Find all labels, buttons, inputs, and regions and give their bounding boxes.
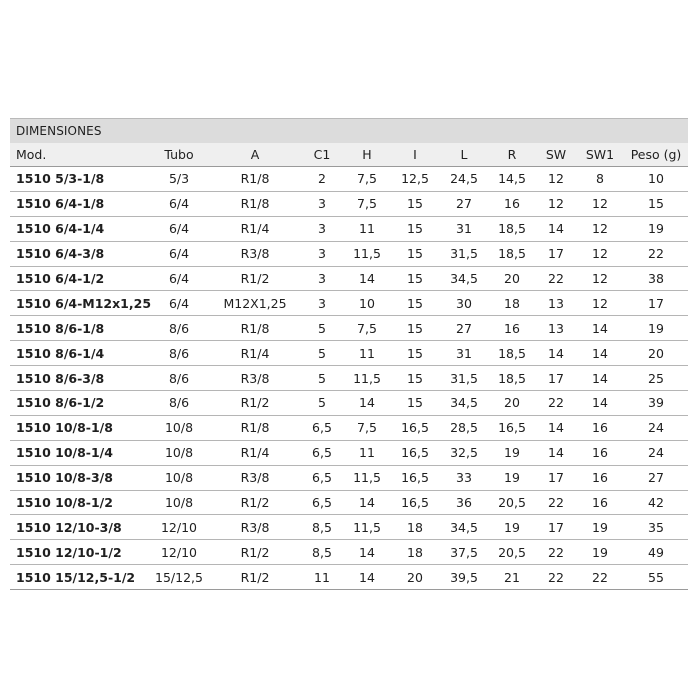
table-row — [10, 490, 688, 515]
table-row — [10, 291, 688, 316]
table-cell: 14 — [344, 565, 390, 590]
table-header-row — [10, 143, 688, 167]
table-cell: 14 — [536, 341, 576, 366]
table-cell: 11,5 — [344, 241, 390, 266]
table-cell: 15 — [390, 241, 440, 266]
table-cell: 14 — [536, 440, 576, 465]
table-cell: 24 — [624, 415, 688, 440]
table-cell: 22 — [536, 391, 576, 416]
table-cell: 42 — [624, 490, 688, 515]
model-cell: 1510 6/4-1/8 — [10, 191, 148, 216]
table-cell: 3 — [300, 216, 344, 241]
table-cell: 49 — [624, 540, 688, 565]
table-cell: 15 — [390, 191, 440, 216]
table-cell: 20 — [488, 391, 536, 416]
table-cell: 22 — [536, 266, 576, 291]
table-cell: R1/8 — [210, 316, 300, 341]
table-body — [10, 167, 688, 590]
table-cell: 2 — [300, 167, 344, 192]
table-cell: 17 — [536, 241, 576, 266]
table-cell: 5/3 — [148, 167, 210, 192]
table-cell: 10/8 — [148, 440, 210, 465]
table-row — [10, 216, 688, 241]
table-cell: 12/10 — [148, 540, 210, 565]
column-header: SW — [536, 143, 576, 167]
table-cell: M12X1,25 — [210, 291, 300, 316]
table-cell: 6/4 — [148, 266, 210, 291]
table-cell: 38 — [624, 266, 688, 291]
table-row — [10, 366, 688, 391]
table-cell: 15/12,5 — [148, 565, 210, 590]
table-cell: 15 — [390, 391, 440, 416]
table-cell: 14 — [344, 490, 390, 515]
table-cell: 16 — [576, 415, 624, 440]
table-cell: 39,5 — [440, 565, 488, 590]
table-cell: 34,5 — [440, 515, 488, 540]
table-row — [10, 167, 688, 192]
table-cell: 18 — [390, 540, 440, 565]
table-cell: 35 — [624, 515, 688, 540]
table-row — [10, 341, 688, 366]
table-cell: 55 — [624, 565, 688, 590]
table-cell: 10/8 — [148, 490, 210, 515]
table-cell: 15 — [390, 316, 440, 341]
table-cell: 11 — [300, 565, 344, 590]
table-cell: 16 — [576, 465, 624, 490]
table-cell: 37,5 — [440, 540, 488, 565]
table-cell: 12 — [576, 241, 624, 266]
table-cell: R1/2 — [210, 565, 300, 590]
table-cell: 6/4 — [148, 241, 210, 266]
table-cell: 32,5 — [440, 440, 488, 465]
table-cell: R1/4 — [210, 440, 300, 465]
table-cell: R1/4 — [210, 216, 300, 241]
column-header: I — [390, 143, 440, 167]
dimensions-table-panel — [10, 118, 688, 590]
table-cell: 7,5 — [344, 316, 390, 341]
table-cell: 10/8 — [148, 415, 210, 440]
table-row — [10, 391, 688, 416]
table-row — [10, 515, 688, 540]
table-cell: 36 — [440, 490, 488, 515]
model-cell: 1510 6/4-3/8 — [10, 241, 148, 266]
column-header: Tubo — [148, 143, 210, 167]
table-cell: R1/8 — [210, 191, 300, 216]
column-header: Mod. — [10, 143, 148, 167]
table-cell: 16,5 — [488, 415, 536, 440]
table-cell: 27 — [440, 316, 488, 341]
table-cell: 6/4 — [148, 191, 210, 216]
model-cell: 1510 10/8-1/8 — [10, 415, 148, 440]
table-cell: 6/4 — [148, 291, 210, 316]
table-row — [10, 440, 688, 465]
table-cell: 8/6 — [148, 391, 210, 416]
table-cell: 13 — [536, 316, 576, 341]
table-cell: 12,5 — [390, 167, 440, 192]
table-cell: 24 — [624, 440, 688, 465]
table-cell: 6,5 — [300, 440, 344, 465]
table-row — [10, 241, 688, 266]
table-cell: 7,5 — [344, 167, 390, 192]
column-header: C1 — [300, 143, 344, 167]
table-cell: 33 — [440, 465, 488, 490]
table-cell: 11,5 — [344, 515, 390, 540]
table-cell: 14 — [576, 391, 624, 416]
table-cell: 16 — [576, 440, 624, 465]
table-cell: 11 — [344, 341, 390, 366]
table-cell: 3 — [300, 241, 344, 266]
model-cell: 1510 10/8-1/2 — [10, 490, 148, 515]
table-cell: R3/8 — [210, 241, 300, 266]
table-cell: 16 — [576, 490, 624, 515]
table-cell: 18 — [488, 291, 536, 316]
table-cell: 20,5 — [488, 540, 536, 565]
table-cell: 19 — [488, 440, 536, 465]
table-cell: 16 — [488, 191, 536, 216]
table-cell: 8,5 — [300, 515, 344, 540]
column-header: Peso (g) — [624, 143, 688, 167]
table-cell: 3 — [300, 191, 344, 216]
table-cell: 15 — [390, 266, 440, 291]
table-cell: 17 — [536, 366, 576, 391]
table-cell: 16,5 — [390, 415, 440, 440]
table-cell: 39 — [624, 391, 688, 416]
table-cell: 30 — [440, 291, 488, 316]
table-cell: 14 — [344, 391, 390, 416]
table-row — [10, 565, 688, 590]
model-cell: 1510 6/4-1/4 — [10, 216, 148, 241]
table-cell: 19 — [488, 515, 536, 540]
model-cell: 1510 8/6-1/8 — [10, 316, 148, 341]
table-cell: 6/4 — [148, 216, 210, 241]
table-cell: 12 — [536, 191, 576, 216]
table-cell: R3/8 — [210, 465, 300, 490]
column-header: SW1 — [576, 143, 624, 167]
table-cell: 6,5 — [300, 490, 344, 515]
table-cell: R3/8 — [210, 515, 300, 540]
model-cell: 1510 15/12,5-1/2 — [10, 565, 148, 590]
table-cell: 18,5 — [488, 366, 536, 391]
column-header: A — [210, 143, 300, 167]
table-cell: 12 — [576, 291, 624, 316]
table-cell: 11,5 — [344, 366, 390, 391]
dimensions-table — [10, 143, 688, 590]
table-cell: 12 — [576, 191, 624, 216]
column-header: R — [488, 143, 536, 167]
table-cell: 31,5 — [440, 241, 488, 266]
table-cell: 31 — [440, 341, 488, 366]
table-cell: 8 — [576, 167, 624, 192]
table-cell: 16 — [488, 316, 536, 341]
table-cell: R1/2 — [210, 540, 300, 565]
table-cell: 21 — [488, 565, 536, 590]
table-cell: 18,5 — [488, 341, 536, 366]
table-cell: 11,5 — [344, 465, 390, 490]
table-cell: 19 — [624, 316, 688, 341]
table-cell: 20 — [624, 341, 688, 366]
table-cell: R1/2 — [210, 490, 300, 515]
table-cell: 7,5 — [344, 191, 390, 216]
model-cell: 1510 10/8-3/8 — [10, 465, 148, 490]
table-cell: 17 — [536, 515, 576, 540]
table-cell: 5 — [300, 316, 344, 341]
table-cell: 28,5 — [440, 415, 488, 440]
table-cell: 10 — [344, 291, 390, 316]
table-cell: 15 — [390, 216, 440, 241]
table-cell: 17 — [536, 465, 576, 490]
table-cell: 10 — [624, 167, 688, 192]
table-cell: 27 — [624, 465, 688, 490]
table-cell: 14,5 — [488, 167, 536, 192]
model-cell: 1510 10/8-1/4 — [10, 440, 148, 465]
table-row — [10, 415, 688, 440]
table-cell: 20 — [390, 565, 440, 590]
model-cell: 1510 12/10-3/8 — [10, 515, 148, 540]
table-cell: 5 — [300, 341, 344, 366]
table-cell: 20 — [488, 266, 536, 291]
table-cell: R1/8 — [210, 167, 300, 192]
table-cell: 34,5 — [440, 391, 488, 416]
model-cell: 1510 6/4-1/2 — [10, 266, 148, 291]
table-cell: 5 — [300, 366, 344, 391]
table-cell: 12/10 — [148, 515, 210, 540]
table-cell: 19 — [624, 216, 688, 241]
table-cell: 6,5 — [300, 465, 344, 490]
table-cell: 16,5 — [390, 465, 440, 490]
table-cell: 14 — [344, 540, 390, 565]
table-cell: 19 — [576, 540, 624, 565]
table-cell: 14 — [576, 341, 624, 366]
table-cell: 22 — [536, 490, 576, 515]
table-cell: 12 — [576, 216, 624, 241]
model-cell: 1510 8/6-1/4 — [10, 341, 148, 366]
table-cell: 14 — [536, 415, 576, 440]
table-cell: 8,5 — [300, 540, 344, 565]
model-cell: 1510 8/6-1/2 — [10, 391, 148, 416]
table-cell: 17 — [624, 291, 688, 316]
table-cell: 22 — [576, 565, 624, 590]
table-cell: 18,5 — [488, 216, 536, 241]
table-cell: 12 — [576, 266, 624, 291]
table-row — [10, 316, 688, 341]
table-cell: 11 — [344, 216, 390, 241]
column-header: H — [344, 143, 390, 167]
table-cell: 10/8 — [148, 465, 210, 490]
model-cell: 1510 12/10-1/2 — [10, 540, 148, 565]
table-cell: 15 — [624, 191, 688, 216]
table-cell: 31 — [440, 216, 488, 241]
table-cell: 8/6 — [148, 366, 210, 391]
table-cell: 6,5 — [300, 415, 344, 440]
table-cell: 19 — [488, 465, 536, 490]
table-cell: 11 — [344, 440, 390, 465]
table-cell: 15 — [390, 291, 440, 316]
table-cell: 15 — [390, 341, 440, 366]
table-cell: 31,5 — [440, 366, 488, 391]
table-cell: 14 — [576, 366, 624, 391]
table-cell: 3 — [300, 291, 344, 316]
table-cell: 16,5 — [390, 490, 440, 515]
table-cell: 22 — [536, 540, 576, 565]
table-cell: 14 — [576, 316, 624, 341]
table-cell: 27 — [440, 191, 488, 216]
section-title: DIMENSIONES — [10, 118, 688, 143]
table-cell: 18,5 — [488, 241, 536, 266]
table-row — [10, 465, 688, 490]
table-cell: R1/2 — [210, 266, 300, 291]
model-cell: 1510 8/6-3/8 — [10, 366, 148, 391]
table-row — [10, 540, 688, 565]
table-cell: 8/6 — [148, 341, 210, 366]
table-row — [10, 191, 688, 216]
table-cell: R3/8 — [210, 366, 300, 391]
table-cell: 18 — [390, 515, 440, 540]
table-cell: 14 — [344, 266, 390, 291]
table-cell: 7,5 — [344, 415, 390, 440]
table-cell: 5 — [300, 391, 344, 416]
table-cell: 22 — [624, 241, 688, 266]
table-cell: 16,5 — [390, 440, 440, 465]
table-cell: 34,5 — [440, 266, 488, 291]
table-cell: 20,5 — [488, 490, 536, 515]
table-cell: 8/6 — [148, 316, 210, 341]
table-cell: 3 — [300, 266, 344, 291]
table-cell: 25 — [624, 366, 688, 391]
column-header: L — [440, 143, 488, 167]
table-cell: R1/8 — [210, 415, 300, 440]
table-cell: 22 — [536, 565, 576, 590]
table-cell: 14 — [536, 216, 576, 241]
table-cell: 15 — [390, 366, 440, 391]
table-cell: 24,5 — [440, 167, 488, 192]
table-cell: 19 — [576, 515, 624, 540]
table-row — [10, 266, 688, 291]
model-cell: 1510 6/4-M12x1,25 — [10, 291, 148, 316]
table-cell: R1/2 — [210, 391, 300, 416]
table-cell: R1/4 — [210, 341, 300, 366]
table-cell: 13 — [536, 291, 576, 316]
model-cell: 1510 5/3-1/8 — [10, 167, 148, 192]
table-cell: 12 — [536, 167, 576, 192]
